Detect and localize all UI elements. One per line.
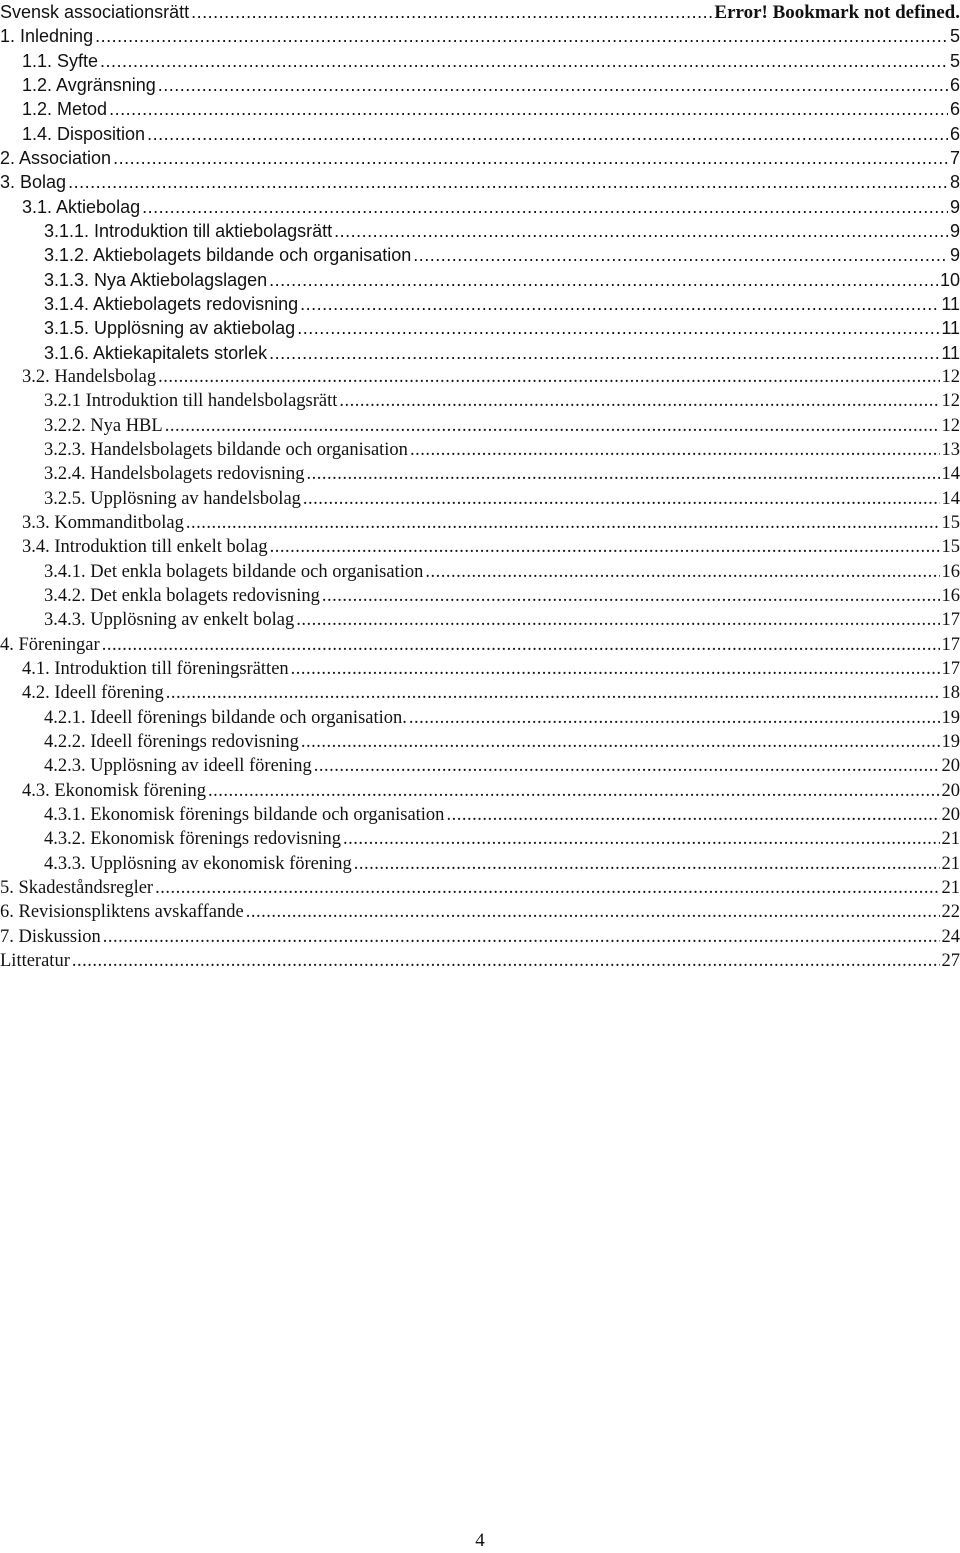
toc-dot-leader xyxy=(296,608,939,632)
toc-entry[interactable] xyxy=(0,438,960,462)
toc-entry-title: 4.3.1. Ekonomisk förenings bildande och organisation xyxy=(44,803,446,827)
toc-entry-title: 4.2.3. Upplösning av ideell förening xyxy=(44,754,314,778)
toc-entry-page-number: 9 xyxy=(948,195,960,219)
toc-entry-page-number: 21 xyxy=(940,852,960,876)
toc-entry[interactable] xyxy=(0,681,960,705)
toc-entry-page-number: 22 xyxy=(940,900,960,924)
toc-entry-title: 3.1.5. Upplösning av aktiebolag xyxy=(44,316,297,340)
toc-dot-leader xyxy=(410,438,940,462)
toc-entry-title: 1.2. Metod xyxy=(22,97,109,121)
toc-entry-page-number: 20 xyxy=(940,754,960,778)
toc-dot-leader xyxy=(103,925,940,949)
toc-entry-title: 7. Diskussion xyxy=(0,925,103,949)
toc-dot-leader xyxy=(291,657,940,681)
toc-dot-leader xyxy=(208,779,940,803)
toc-entry-title: 3.2. Handelsbolag xyxy=(22,365,158,389)
toc-entry-page-number: 16 xyxy=(940,560,960,584)
toc-entry-title: 4.2. Ideell förening xyxy=(22,681,166,705)
toc-entry-page-number: 21 xyxy=(940,827,960,851)
toc-entry[interactable] xyxy=(0,292,960,316)
toc-entry[interactable] xyxy=(0,0,960,24)
toc-dot-leader xyxy=(100,49,948,73)
toc-entry-page-number: 13 xyxy=(940,438,960,462)
toc-entry[interactable] xyxy=(0,730,960,754)
toc-entry[interactable] xyxy=(0,584,960,608)
toc-entry-title: 3.4.2. Det enkla bolagets redovisning xyxy=(44,584,322,608)
toc-entry-page-number: 18 xyxy=(940,681,960,705)
toc-dot-leader xyxy=(446,803,939,827)
toc-dot-leader xyxy=(354,852,940,876)
toc-entry[interactable] xyxy=(0,633,960,657)
toc-entry[interactable] xyxy=(0,657,960,681)
toc-dot-leader xyxy=(166,681,940,705)
toc-entry-page-number: 11 xyxy=(939,292,960,316)
toc-entry-page-number: 9 xyxy=(948,243,960,267)
toc-dot-leader xyxy=(339,389,939,413)
toc-dot-leader xyxy=(314,754,940,778)
toc-entry[interactable] xyxy=(0,49,960,73)
toc-dot-leader xyxy=(186,511,940,535)
toc-entry-page-number: 11 xyxy=(939,316,960,340)
toc-entry-title: 1.2. Avgränsning xyxy=(22,73,158,97)
toc-entry-page-number: 6 xyxy=(948,73,960,97)
toc-dot-leader xyxy=(413,243,948,267)
toc-entry[interactable] xyxy=(0,754,960,778)
toc-entry-title: 4. Föreningar xyxy=(0,633,102,657)
toc-entry-title: 4.3. Ekonomisk förening xyxy=(22,779,208,803)
toc-entry-title: 3.2.1 Introduktion till handelsbolagsrätt xyxy=(44,389,339,413)
toc-entry[interactable] xyxy=(0,316,960,340)
toc-entry-title: Svensk associationsrätt xyxy=(0,0,191,24)
toc-dot-leader xyxy=(158,73,948,97)
toc-entry-page-number: 17 xyxy=(940,608,960,632)
toc-entry-page-number: 7 xyxy=(948,146,960,170)
toc-dot-leader xyxy=(425,560,939,584)
toc-entry-page-number: 9 xyxy=(948,219,960,243)
toc-dot-leader xyxy=(300,292,939,316)
toc-entry-title: Litteratur xyxy=(0,949,72,973)
toc-entry-title: 3.1. Aktiebolag xyxy=(22,195,142,219)
toc-entry[interactable] xyxy=(0,827,960,851)
toc-entry-page-number: Error! Bookmark not defined. xyxy=(712,1,960,24)
toc-dot-leader xyxy=(334,219,948,243)
toc-entry[interactable] xyxy=(0,876,960,900)
toc-entry[interactable] xyxy=(0,852,960,876)
toc-entry-title: 4.2.1. Ideell förenings bildande och organisation. xyxy=(44,706,409,730)
toc-entry[interactable] xyxy=(0,925,960,949)
toc-entry-title: 2. Association xyxy=(0,146,113,170)
toc-entry-page-number: 20 xyxy=(940,779,960,803)
toc-entry[interactable] xyxy=(0,97,960,121)
toc-entry[interactable] xyxy=(0,122,960,146)
toc-entry-title: 1.1. Syfte xyxy=(22,49,100,73)
toc-entry-page-number: 20 xyxy=(940,803,960,827)
toc-entry-title: 3.2.2. Nya HBL xyxy=(44,414,165,438)
toc-dot-leader xyxy=(155,876,939,900)
toc-dot-leader xyxy=(301,730,940,754)
toc-dot-leader xyxy=(102,633,940,657)
toc-entry[interactable] xyxy=(0,779,960,803)
toc-entry-page-number: 16 xyxy=(940,584,960,608)
toc-entry-title: 3.1.3. Nya Aktiebolagslagen xyxy=(44,268,269,292)
toc-entry-title: 3.2.4. Handelsbolagets redovisning xyxy=(44,462,307,486)
toc-entry-page-number: 19 xyxy=(940,706,960,730)
toc-entry[interactable] xyxy=(0,365,960,389)
toc-entry-title: 4.1. Introduktion till föreningsrätten xyxy=(22,657,291,681)
toc-entry[interactable] xyxy=(0,608,960,632)
toc-dot-leader xyxy=(191,0,712,24)
toc-entry[interactable] xyxy=(0,170,960,194)
toc-entry-title: 1.4. Disposition xyxy=(22,122,147,146)
toc-entry-page-number: 17 xyxy=(940,657,960,681)
toc-entry-title: 1. Inledning xyxy=(0,24,95,48)
toc-dot-leader xyxy=(113,146,948,170)
toc-entry[interactable] xyxy=(0,803,960,827)
toc-entry-page-number: 10 xyxy=(938,268,960,292)
toc-entry[interactable] xyxy=(0,511,960,535)
toc-entry-title: 3.4.1. Det enkla bolagets bildande och organisation xyxy=(44,560,425,584)
toc-entry[interactable] xyxy=(0,900,960,924)
toc-entry-page-number: 15 xyxy=(940,511,960,535)
toc-entry-page-number: 5 xyxy=(948,49,960,73)
toc-dot-leader xyxy=(322,584,940,608)
toc-dot-leader xyxy=(343,827,939,851)
toc-dot-leader xyxy=(303,487,940,511)
toc-entry-page-number: 6 xyxy=(948,122,960,146)
toc-entry-page-number: 12 xyxy=(940,365,960,389)
toc-entry-page-number: 14 xyxy=(940,487,960,511)
toc-entry[interactable] xyxy=(0,219,960,243)
toc-dot-leader xyxy=(307,462,940,486)
toc-dot-leader xyxy=(165,414,940,438)
toc-dot-leader xyxy=(409,706,940,730)
toc-entry-page-number: 11 xyxy=(939,341,960,365)
toc-entry-title: 4.2.2. Ideell förenings redovisning xyxy=(44,730,301,754)
toc-entry-title: 4.3.3. Upplösning av ekonomisk förening xyxy=(44,852,354,876)
toc-entry[interactable] xyxy=(0,341,960,365)
toc-entry-title: 3.4.3. Upplösning av enkelt bolag xyxy=(44,608,296,632)
toc-entry-page-number: 17 xyxy=(940,633,960,657)
toc-entry-page-number: 14 xyxy=(940,462,960,486)
toc-dot-leader xyxy=(246,900,940,924)
toc-entry-title: 4.3.2. Ekonomisk förenings redovisning xyxy=(44,827,343,851)
toc-entry[interactable] xyxy=(0,414,960,438)
page-number: 4 xyxy=(0,1529,960,1553)
toc-entry-page-number: 27 xyxy=(940,949,960,973)
toc-entry[interactable] xyxy=(0,389,960,413)
toc-entry-page-number: 19 xyxy=(940,730,960,754)
toc-entry-title: 3. Bolag xyxy=(0,170,68,194)
toc-entry-title: 3.4. Introduktion till enkelt bolag xyxy=(22,535,270,559)
toc-entry-title: 3.1.6. Aktiekapitalets storlek xyxy=(44,341,269,365)
toc-entry[interactable] xyxy=(0,268,960,292)
toc-dot-leader xyxy=(95,24,948,48)
toc-dot-leader xyxy=(72,949,940,973)
toc-entry[interactable] xyxy=(0,706,960,730)
toc-entry-title: 6. Revisionspliktens avskaffande xyxy=(0,900,246,924)
toc-entry[interactable] xyxy=(0,24,960,48)
toc-entry-title: 3.1.4. Aktiebolagets redovisning xyxy=(44,292,300,316)
toc-entry-title: 3.2.5. Upplösning av handelsbolag xyxy=(44,487,303,511)
toc-entry[interactable] xyxy=(0,462,960,486)
toc-dot-leader xyxy=(158,365,939,389)
toc-entry-title: 3.1.2. Aktiebolagets bildande och organisation xyxy=(44,243,413,267)
toc-dot-leader xyxy=(109,97,948,121)
toc-entry-page-number: 6 xyxy=(948,97,960,121)
toc-dot-leader xyxy=(142,195,948,219)
toc-entry[interactable] xyxy=(0,535,960,559)
toc-entry-title: 3.2.3. Handelsbolagets bildande och organisation xyxy=(44,438,410,462)
toc-entry-title: 3.1.1. Introduktion till aktiebolagsrätt xyxy=(44,219,334,243)
toc-dot-leader xyxy=(270,535,940,559)
toc-entry-page-number: 21 xyxy=(940,876,960,900)
toc-dot-leader xyxy=(297,316,939,340)
toc-entry[interactable] xyxy=(0,487,960,511)
toc-entry-page-number: 8 xyxy=(948,170,960,194)
toc-entry-title: 5. Skadeståndsregler xyxy=(0,876,155,900)
toc-entry[interactable] xyxy=(0,560,960,584)
toc-entry-page-number: 12 xyxy=(940,389,960,413)
toc-dot-leader xyxy=(68,170,948,194)
toc-entry-page-number: 12 xyxy=(940,414,960,438)
toc-entry-title: 3.3. Kommanditbolag xyxy=(22,511,186,535)
toc-entry[interactable] xyxy=(0,73,960,97)
toc-dot-leader xyxy=(269,268,938,292)
toc-dot-leader xyxy=(147,122,948,146)
toc-entry[interactable] xyxy=(0,243,960,267)
toc-dot-leader xyxy=(269,341,939,365)
toc-entry[interactable] xyxy=(0,195,960,219)
toc-entry[interactable] xyxy=(0,146,960,170)
toc-entry[interactable] xyxy=(0,949,960,973)
toc-entry-page-number: 15 xyxy=(940,535,960,559)
toc-entry-page-number: 24 xyxy=(940,925,960,949)
toc-entry-page-number: 5 xyxy=(948,24,960,48)
